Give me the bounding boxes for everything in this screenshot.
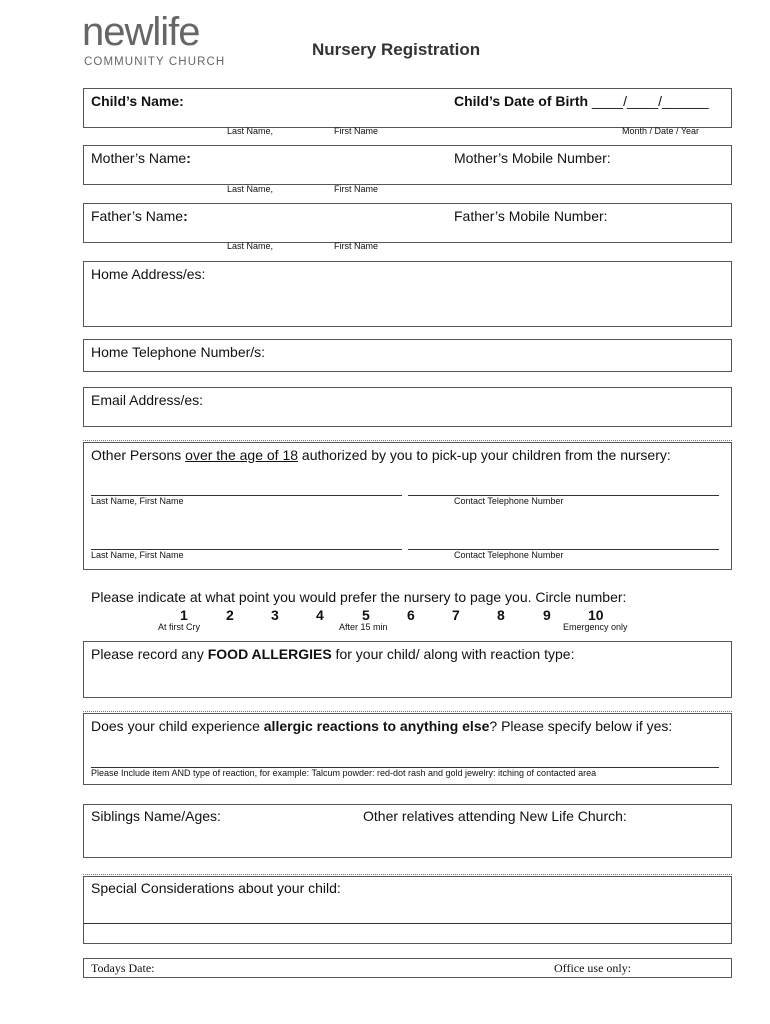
church-logo	[82, 10, 232, 72]
email-label: Email Address/es:	[91, 392, 204, 408]
paging-number-2[interactable]: 2	[226, 607, 234, 623]
office-use-label: Office use only:	[554, 961, 632, 975]
telephone-label: Home Telephone Number/s:	[91, 344, 266, 360]
pickup-label-start: Other Persons	[91, 447, 186, 463]
mother-first-name-hint: First Name	[334, 184, 379, 194]
child-date-hint: Month / Date / Year	[622, 126, 700, 136]
allergy-label-emphasis: allergic reactions to anything else	[263, 718, 490, 734]
special-label: Special Considerations about your child:	[91, 880, 341, 896]
pickup-name-hint-1: Last Name, First Name	[91, 496, 184, 506]
pickup-phone-hint-2: Contact Telephone Number	[454, 550, 564, 560]
pickup-label-age: over the age of 18	[185, 447, 299, 463]
mother-section	[83, 145, 732, 185]
father-name-label	[91, 208, 188, 224]
father-section	[83, 203, 732, 243]
relatives-label: Other relatives attending New Life Church:	[363, 808, 627, 824]
allergy-label	[91, 718, 672, 734]
food-allergies-section[interactable]	[83, 641, 732, 698]
allergy-label-end: ? Please specify below if yes:	[489, 718, 673, 734]
mother-last-name-hint: Last Name,	[227, 184, 274, 194]
father-name-colon: :	[183, 208, 188, 224]
paging-hint-mid: After 15 min	[339, 622, 388, 632]
address-label: Home Address/es:	[91, 266, 206, 282]
father-last-name-hint: Last Name,	[227, 241, 274, 251]
father-mobile-label: Father’s Mobile Number:	[454, 208, 608, 224]
father-name-text: Father’s Name	[91, 208, 184, 224]
paging-number-6[interactable]: 6	[407, 607, 415, 623]
child-first-name-hint: First Name	[334, 126, 379, 136]
allergy-section	[83, 713, 732, 785]
pickup-top-rule	[83, 440, 732, 441]
special-section[interactable]	[83, 876, 732, 944]
todays-date-label[interactable]: Todays Date:	[91, 961, 155, 975]
allergy-hint: Please Include item AND type of reaction, for example: Talcum powder: red-dot rash and gold jewelry: itching of contacted area	[91, 768, 597, 778]
child-section	[83, 88, 732, 128]
allergy-top-rule	[83, 711, 732, 712]
pickup-name-hint-2: Last Name, First Name	[91, 550, 184, 560]
footer-section	[83, 958, 732, 978]
paging-number-10[interactable]: 10	[588, 607, 604, 623]
food-label-emphasis: FOOD ALLERGIES	[207, 646, 332, 662]
food-label-end: for your child/ along with reaction type:	[331, 646, 575, 662]
father-first-name-hint: First Name	[334, 241, 379, 251]
paging-hint-first: At first Cry	[158, 622, 200, 632]
pickup-label-end: authorized by you to pick-up your children from the nursery:	[298, 447, 671, 463]
paging-number-4[interactable]: 4	[316, 607, 324, 623]
mother-name-label	[91, 150, 191, 166]
pickup-section	[83, 442, 732, 570]
paging-number-1[interactable]: 1	[180, 607, 188, 623]
paging-number-8[interactable]: 8	[497, 607, 505, 623]
child-last-name-hint: Last Name,	[227, 126, 274, 136]
logo-new: new	[82, 10, 153, 54]
food-allergies-label	[91, 646, 574, 662]
paging-label: Please indicate at what point you would prefer the nursery to page you. Circle number:	[91, 589, 627, 605]
mother-mobile-label: Mother’s Mobile Number:	[454, 150, 611, 166]
special-top-rule	[83, 874, 732, 875]
paging-hint-last: Emergency only	[563, 622, 628, 632]
paging-number-3[interactable]: 3	[271, 607, 279, 623]
siblings-section[interactable]	[83, 804, 732, 858]
food-label-start: Please record any	[91, 646, 208, 662]
paging-number-9[interactable]: 9	[543, 607, 551, 623]
allergy-label-start: Does your child experience	[91, 718, 264, 734]
telephone-section[interactable]	[83, 339, 732, 372]
logo-life: life	[152, 10, 200, 54]
paging-number-5[interactable]: 5	[362, 607, 370, 623]
email-section[interactable]	[83, 387, 732, 427]
mother-name-colon: :	[186, 150, 191, 166]
child-dob-field[interactable]: ____/____/______	[591, 93, 709, 109]
pickup-label	[91, 447, 671, 463]
special-divider	[84, 923, 731, 924]
logo-subtitle: COMMUNITY CHURCH	[84, 56, 226, 68]
child-name-label: Child’s Name:	[91, 93, 184, 109]
logo-wordmark	[82, 10, 200, 54]
child-dob-label	[454, 93, 709, 109]
page-title: Nursery Registration	[312, 40, 481, 59]
siblings-label: Siblings Name/Ages:	[91, 808, 221, 824]
pickup-phone-hint-1: Contact Telephone Number	[454, 496, 564, 506]
mother-name-text: Mother’s Name	[91, 150, 187, 166]
paging-number-7[interactable]: 7	[452, 607, 460, 623]
address-section[interactable]	[83, 261, 732, 327]
child-dob-text: Child’s Date of Birth	[454, 93, 589, 109]
